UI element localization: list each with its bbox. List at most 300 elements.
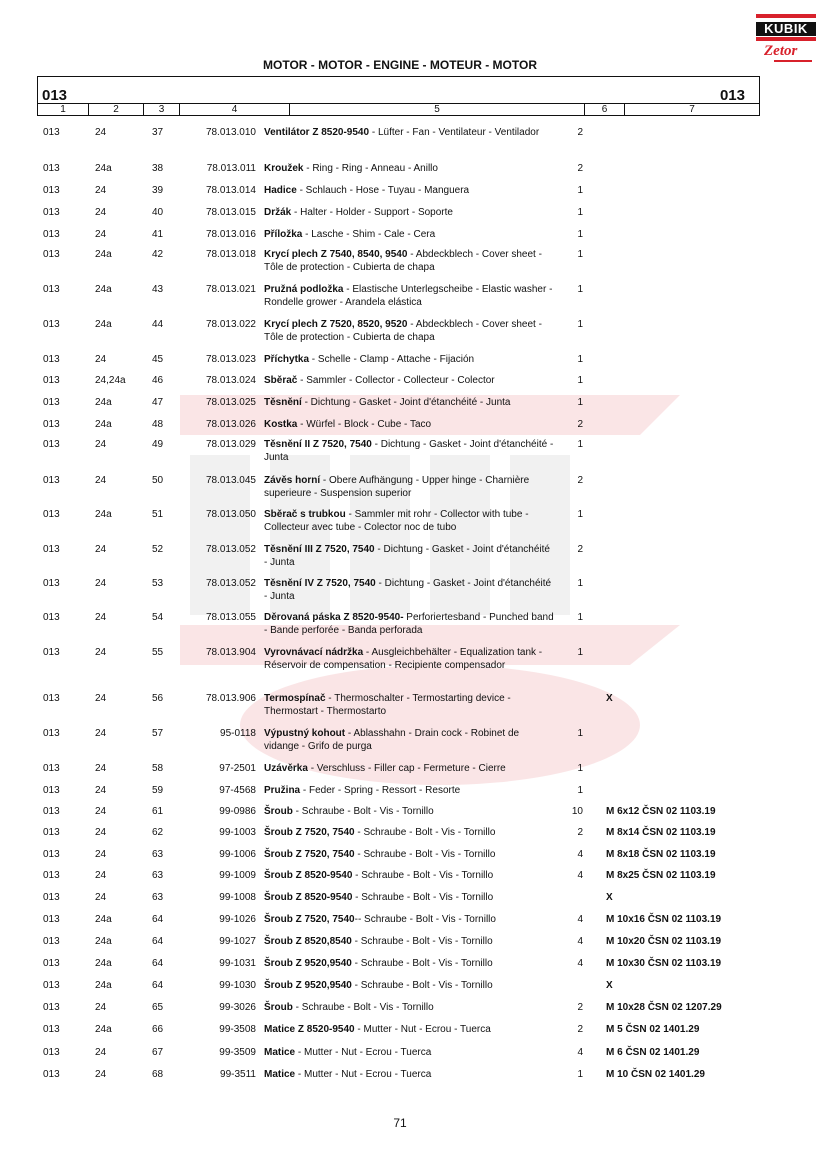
part-translations: - Abdeckblech - Cover sheet - Tôle de protection - Cubierta de chapa [264, 249, 542, 273]
quantity-cell: 2 [577, 163, 583, 174]
figure-cell: 24 [95, 439, 107, 450]
part-number-cell: 99-3508 [219, 1024, 256, 1035]
group-cell: 013 [43, 728, 60, 739]
position-cell: 40 [152, 207, 164, 218]
position-cell: 65 [152, 1002, 164, 1013]
part-number-cell: 99-1009 [219, 870, 256, 881]
figure-cell: 24 [95, 1047, 107, 1058]
quantity-cell: 1 [577, 612, 583, 623]
part-number-cell: 78.013.026 [205, 419, 256, 430]
quantity-cell: 1 [577, 249, 583, 260]
group-cell: 013 [43, 870, 60, 881]
position-cell: 63 [152, 870, 164, 881]
position-cell: 62 [152, 827, 164, 838]
quantity-cell: 4 [577, 914, 583, 925]
group-cell: 013 [43, 612, 60, 623]
quantity-cell: 1 [577, 207, 583, 218]
part-translations: - Schraube - Bolt - Vis - Tornillo [352, 870, 494, 881]
position-cell: 64 [152, 914, 164, 925]
description-cell [264, 762, 554, 775]
description-cell [264, 611, 554, 637]
quantity-cell: 1 [577, 785, 583, 796]
figure-cell: 24 [95, 354, 107, 365]
part-number-cell: 78.013.024 [205, 375, 256, 386]
group-cell: 013 [43, 578, 60, 589]
part-name: Matice [264, 1047, 296, 1058]
note-cell: X [606, 892, 613, 903]
part-number-cell: 78.013.050 [205, 509, 256, 520]
description-cell [264, 438, 554, 464]
part-number-cell: 97-2501 [219, 763, 256, 774]
part-name: Příložka [264, 229, 303, 240]
part-translations: - Schraube - Bolt - Vis - Tornillo [292, 806, 434, 817]
part-number-cell: 99-1006 [219, 849, 256, 860]
position-cell: 43 [152, 284, 164, 295]
group-cell: 013 [43, 397, 60, 408]
group-cell: 013 [43, 185, 60, 196]
part-name: Těsnění [264, 397, 302, 408]
position-cell: 45 [152, 354, 164, 365]
group-cell: 013 [43, 892, 60, 903]
note-cell: M 5 ČSN 02 1401.29 [606, 1024, 700, 1035]
part-name: Šroub Z 9520,9540 [264, 980, 352, 991]
quantity-cell: 1 [577, 1069, 583, 1080]
part-number-cell: 99-0986 [219, 806, 256, 817]
quantity-cell: 2 [577, 127, 583, 138]
position-cell: 63 [152, 892, 164, 903]
quantity-cell: 1 [577, 647, 583, 658]
description-cell [264, 848, 554, 861]
description-cell [264, 646, 554, 672]
part-translations: -- Schraube - Bolt - Vis - Tornillo [354, 914, 496, 925]
part-name: Příchytka [264, 354, 310, 365]
group-cell: 013 [43, 544, 60, 555]
figure-cell: 24 [95, 544, 107, 555]
figure-cell: 24 [95, 229, 107, 240]
part-name: Šroub Z 8520-9540 [264, 892, 353, 903]
part-translations: - Schlauch - Hose - Tuyau - Manguera [296, 185, 470, 196]
group-cell: 013 [43, 163, 60, 174]
page-number: 71 [393, 1116, 407, 1130]
position-cell: 56 [152, 693, 164, 704]
part-translations: - Sammler mit rohr - Collector with tube - Collecteur avec tube - Colector noc de tubo [264, 509, 529, 533]
quantity-cell: 1 [577, 509, 583, 520]
group-cell: 013 [43, 439, 60, 450]
group-cell: 013 [43, 914, 60, 925]
note-cell: M 6x12 ČSN 02 1103.19 [606, 806, 716, 817]
group-code-left: 013 [42, 87, 68, 104]
group-cell: 013 [43, 249, 60, 260]
description-cell [264, 283, 554, 309]
part-translations: - Schraube - Bolt - Vis - Tornillo [351, 936, 493, 947]
note-cell: M 10x20 ČSN 02 1103.19 [606, 936, 722, 947]
figure-cell: 24 [95, 763, 107, 774]
group-cell: 013 [43, 375, 60, 386]
part-name: Ventilátor Z 8520-9540 [264, 127, 370, 138]
part-number-cell: 99-3511 [220, 1069, 256, 1080]
part-translations: Perforiertesband - Punched band - Bande perforée - Banda perforada [264, 612, 554, 636]
group-cell: 013 [43, 806, 60, 817]
part-number-cell: 78.013.018 [205, 249, 256, 260]
group-cell: 013 [43, 1002, 60, 1013]
group-cell: 013 [43, 475, 60, 486]
position-cell: 46 [152, 375, 164, 386]
quantity-cell: 1 [577, 397, 583, 408]
logo-stripe [756, 37, 816, 41]
description-cell [264, 727, 554, 753]
column-header: 2 [89, 104, 144, 115]
part-name: Uzávěrka [264, 763, 308, 774]
quantity-cell: 4 [577, 936, 583, 947]
part-number-cell: 78.013.904 [205, 647, 256, 658]
column-header: 1 [38, 104, 89, 115]
position-cell: 55 [152, 647, 164, 658]
group-cell: 013 [43, 419, 60, 430]
description-cell [264, 1001, 554, 1014]
position-cell: 64 [152, 958, 164, 969]
column-number-row [38, 103, 759, 115]
figure-cell: 24 [95, 475, 107, 486]
position-cell: 50 [152, 475, 164, 486]
column-header: 3 [144, 104, 180, 115]
position-cell: 57 [152, 728, 164, 739]
part-translations: - Sammler - Collector - Collecteur - Colector [297, 375, 495, 386]
quantity-cell: 4 [577, 849, 583, 860]
note-cell: M 6 ČSN 02 1401.29 [606, 1047, 700, 1058]
page-title: MOTOR - MOTOR - ENGINE - MOTEUR - MOTOR [263, 58, 537, 72]
part-translations: - Dichtung - Gasket - Joint d'étanchéité - Junta [264, 439, 554, 463]
part-name: Šroub Z 7520, 7540 [264, 914, 355, 925]
figure-cell: 24 [95, 647, 107, 658]
part-name: Těsnění IV Z 7520, 7540 [264, 578, 376, 589]
part-translations: - Ring - Ring - Anneau - Anillo [303, 163, 438, 174]
quantity-cell: 4 [577, 1047, 583, 1058]
description-cell [264, 957, 554, 970]
note-cell: M 8x14 ČSN 02 1103.19 [606, 827, 716, 838]
figure-cell: 24 [95, 185, 107, 196]
part-name: Výpustný kohout [264, 728, 346, 739]
quantity-cell: 4 [577, 870, 583, 881]
description-cell [264, 543, 554, 569]
group-cell: 013 [43, 509, 60, 520]
figure-cell: 24 [95, 693, 107, 704]
figure-cell: 24 [95, 1002, 107, 1013]
note-cell: X [606, 980, 613, 991]
part-name: Vyrovnávací nádržka [264, 647, 364, 658]
part-name: Těsnění III Z 7520, 7540 [264, 544, 375, 555]
figure-cell: 24 [95, 827, 107, 838]
part-number-cell: 78.013.052 [205, 578, 256, 589]
description-cell [264, 353, 554, 366]
part-translations: - Schraube - Bolt - Vis - Tornillo [292, 1002, 434, 1013]
figure-cell: 24 [95, 1069, 107, 1080]
description-cell [264, 913, 554, 926]
figure-cell: 24 [95, 870, 107, 881]
position-cell: 37 [152, 127, 164, 138]
part-number-cell: 99-1026 [219, 914, 256, 925]
part-translations: - Schelle - Clamp - Attache - Fijación [309, 354, 475, 365]
position-cell: 66 [152, 1024, 164, 1035]
description-cell [264, 126, 554, 139]
part-name: Krycí plech Z 7520, 8520, 9520 [264, 319, 408, 330]
part-name: Krycí plech Z 7540, 8540, 9540 [264, 249, 408, 260]
figure-cell: 24a [95, 319, 112, 330]
group-cell: 013 [43, 207, 60, 218]
part-translations: - Mutter - Nut - Ecrou - Tuerca [295, 1069, 432, 1080]
part-number-cell: 78.013.016 [205, 229, 256, 240]
kubik-zetor-logo [754, 14, 818, 62]
position-cell: 63 [152, 849, 164, 860]
part-number-cell: 99-3509 [219, 1047, 256, 1058]
position-cell: 59 [152, 785, 164, 796]
description-cell [264, 508, 554, 534]
part-translations: - Thermoschalter - Termostarting device - Thermostart - Thermostarto [264, 693, 511, 717]
part-translations: - Dichtung - Gasket - Joint d'étanchéité - Junta [301, 397, 511, 408]
description-cell [264, 869, 554, 882]
description-cell [264, 318, 554, 344]
description-cell [264, 206, 554, 219]
quantity-cell: 4 [577, 958, 583, 969]
position-cell: 48 [152, 419, 164, 430]
position-cell: 39 [152, 185, 164, 196]
note-cell: M 10 ČSN 02 1401.29 [606, 1069, 705, 1080]
note-cell: M 10x16 ČSN 02 1103.19 [606, 914, 722, 925]
quantity-cell: 10 [571, 806, 583, 817]
position-cell: 41 [152, 229, 164, 240]
part-number-cell: 99-1030 [219, 980, 256, 991]
figure-cell: 24 [95, 849, 107, 860]
part-translations: - Elastische Unterlegscheibe - Elastic washer - Rondelle grower - Arandela elástica [264, 284, 553, 308]
description-cell [264, 248, 554, 274]
part-number-cell: 78.013.010 [205, 127, 256, 138]
figure-cell: 24 [95, 806, 107, 817]
quantity-cell: 1 [577, 229, 583, 240]
part-number-cell: 78.013.045 [205, 475, 256, 486]
part-number-cell: 78.013.015 [205, 207, 256, 218]
description-cell [264, 1046, 554, 1059]
note-cell: M 10x30 ČSN 02 1103.19 [606, 958, 722, 969]
group-cell: 013 [43, 936, 60, 947]
figure-cell: 24 [95, 892, 107, 903]
part-name: Šroub Z 7520, 7540 [264, 849, 355, 860]
part-name: Termospínač [264, 693, 326, 704]
group-cell: 013 [43, 980, 60, 991]
column-header: 6 [585, 104, 625, 115]
part-name: Držák [264, 207, 292, 218]
part-name: Těsnění II Z 7520, 7540 [264, 439, 372, 450]
part-number-cell: 78.013.025 [205, 397, 256, 408]
figure-cell: 24a [95, 980, 112, 991]
figure-cell: 24,24a [95, 375, 126, 386]
quantity-cell: 2 [577, 1002, 583, 1013]
group-cell: 013 [43, 849, 60, 860]
figure-cell: 24a [95, 958, 112, 969]
figure-cell: 24a [95, 914, 112, 925]
part-translations: - Obere Aufhängung - Upper hinge - Charnière superieure - Suspension superior [264, 475, 530, 499]
position-cell: 67 [152, 1047, 164, 1058]
part-number-cell: 97-4568 [219, 785, 256, 796]
description-cell [264, 474, 554, 500]
part-number-cell: 78.013.055 [205, 612, 256, 623]
column-header: 5 [290, 104, 585, 115]
table-header-box [37, 76, 760, 116]
description-cell [264, 935, 554, 948]
figure-cell: 24a [95, 397, 112, 408]
group-code-right: 013 [719, 87, 745, 104]
part-name: Kostka [264, 419, 298, 430]
position-cell: 42 [152, 249, 164, 260]
part-number-cell: 99-3026 [219, 1002, 256, 1013]
part-name: Šroub [264, 1002, 293, 1013]
part-number-cell: 78.013.022 [205, 319, 256, 330]
part-name: Šroub Z 8520,8540 [264, 936, 352, 947]
figure-cell: 24 [95, 127, 107, 138]
description-cell [264, 805, 554, 818]
part-number-cell: 99-1027 [219, 936, 256, 947]
part-name: Pružná podložka [264, 284, 344, 295]
part-name: Matice [264, 1069, 296, 1080]
group-cell: 013 [43, 785, 60, 796]
position-cell: 64 [152, 936, 164, 947]
description-cell [264, 396, 554, 409]
note-cell: M 8x25 ČSN 02 1103.19 [606, 870, 716, 881]
quantity-cell: 1 [577, 439, 583, 450]
part-translations: - Lasche - Shim - Cale - Cera [302, 229, 436, 240]
group-cell: 013 [43, 127, 60, 138]
quantity-cell: 2 [577, 475, 583, 486]
note-cell: M 10x28 ČSN 02 1207.29 [606, 1002, 722, 1013]
part-number-cell: 78.013.029 [205, 439, 256, 450]
logo-stripe [756, 14, 816, 18]
part-name: Závěs horní [264, 475, 321, 486]
part-translations: - Verschluss - Filler cap - Fermeture - Cierre [307, 763, 506, 774]
position-cell: 49 [152, 439, 164, 450]
part-translations: - Schraube - Bolt - Vis - Tornillo [354, 849, 496, 860]
position-cell: 53 [152, 578, 164, 589]
description-cell [264, 162, 554, 175]
group-cell: 013 [43, 284, 60, 295]
part-number-cell: 78.013.021 [205, 284, 256, 295]
position-cell: 61 [152, 806, 164, 817]
group-cell: 013 [43, 319, 60, 330]
group-cell: 013 [43, 229, 60, 240]
part-translations: - Schraube - Bolt - Vis - Tornillo [352, 892, 494, 903]
position-cell: 44 [152, 319, 164, 330]
description-cell [264, 1023, 554, 1036]
part-name: Děrovaná páska Z 8520-9540- [264, 612, 404, 623]
figure-cell: 24 [95, 612, 107, 623]
part-translations: - Dichtung - Gasket - Joint d'étanchéité - Junta [264, 544, 550, 568]
description-cell [264, 826, 554, 839]
figure-cell: 24a [95, 249, 112, 260]
figure-cell: 24a [95, 419, 112, 430]
part-name: Šroub Z 8520-9540 [264, 870, 353, 881]
part-translations: - Schraube - Bolt - Vis - Tornillo [351, 958, 493, 969]
quantity-cell: 1 [577, 375, 583, 386]
figure-cell: 24 [95, 728, 107, 739]
part-translations: - Mutter - Nut - Ecrou - Tuerca [295, 1047, 432, 1058]
part-number-cell: 95-0118 [220, 728, 256, 739]
part-translations: - Ausgleichbehälter - Equalization tank - Réservoir de compensation - Recipiente compensador [264, 647, 543, 671]
part-name: Šroub Z 7520, 7540 [264, 827, 355, 838]
part-name: Šroub [264, 806, 293, 817]
position-cell: 51 [152, 509, 164, 520]
description-cell [264, 577, 554, 603]
part-translations: - Mutter - Nut - Ecrou - Tuerca [354, 1024, 491, 1035]
quantity-cell: 1 [577, 354, 583, 365]
logo-sub: Zetor [764, 43, 798, 59]
group-cell: 013 [43, 693, 60, 704]
quantity-cell: 1 [577, 578, 583, 589]
note-cell: M 8x18 ČSN 02 1103.19 [606, 849, 716, 860]
part-translations: - Ablasshahn - Drain cock - Robinet de vidange - Grifo de purga [264, 728, 520, 752]
description-cell [264, 979, 554, 992]
group-cell: 013 [43, 958, 60, 969]
part-translations: - Lüfter - Fan - Ventilateur - Ventilador [369, 127, 540, 138]
part-name: Sběrač s trubkou [264, 509, 346, 520]
quantity-cell: 1 [577, 763, 583, 774]
part-number-cell: 78.013.052 [205, 544, 256, 555]
part-number-cell: 78.013.014 [205, 185, 256, 196]
figure-cell: 24a [95, 284, 112, 295]
group-cell: 013 [43, 1069, 60, 1080]
position-cell: 64 [152, 980, 164, 991]
figure-cell: 24 [95, 578, 107, 589]
part-name: Kroužek [264, 163, 304, 174]
group-cell: 013 [43, 827, 60, 838]
part-number-cell: 78.013.011 [206, 163, 256, 174]
part-number-cell: 99-1003 [219, 827, 256, 838]
quantity-cell: 1 [577, 284, 583, 295]
group-cell: 013 [43, 763, 60, 774]
description-cell [264, 418, 554, 431]
figure-cell: 24a [95, 509, 112, 520]
quantity-cell: 2 [577, 544, 583, 555]
figure-cell: 24a [95, 163, 112, 174]
position-cell: 68 [152, 1069, 164, 1080]
part-translations: - Feder - Spring - Ressort - Resorte [300, 785, 461, 796]
part-name: Pružina [264, 785, 301, 796]
position-cell: 58 [152, 763, 164, 774]
figure-cell: 24a [95, 936, 112, 947]
group-cell: 013 [43, 1024, 60, 1035]
group-cell: 013 [43, 647, 60, 658]
part-translations: - Schraube - Bolt - Vis - Tornillo [351, 980, 493, 991]
part-number-cell: 78.013.906 [205, 693, 256, 704]
part-translations: - Würfel - Block - Cube - Taco [297, 419, 432, 430]
quantity-cell: 2 [577, 1024, 583, 1035]
quantity-cell: 1 [577, 185, 583, 196]
part-translations: - Schraube - Bolt - Vis - Tornillo [354, 827, 496, 838]
group-cell: 013 [43, 1047, 60, 1058]
part-number-cell: 78.013.023 [205, 354, 256, 365]
quantity-cell: 1 [577, 728, 583, 739]
position-cell: 47 [152, 397, 164, 408]
description-cell [264, 784, 554, 797]
quantity-cell: 1 [577, 319, 583, 330]
description-cell [264, 1068, 554, 1081]
part-translations: - Halter - Holder - Support - Soporte [291, 207, 453, 218]
part-number-cell: 99-1008 [219, 892, 256, 903]
column-header: 4 [180, 104, 290, 115]
description-cell [264, 891, 554, 904]
figure-cell: 24 [95, 207, 107, 218]
figure-cell: 24 [95, 785, 107, 796]
part-name: Matice Z 8520-9540 [264, 1024, 355, 1035]
part-number-cell: 99-1031 [219, 958, 256, 969]
quantity-cell: 2 [577, 419, 583, 430]
column-header: 7 [689, 104, 695, 115]
